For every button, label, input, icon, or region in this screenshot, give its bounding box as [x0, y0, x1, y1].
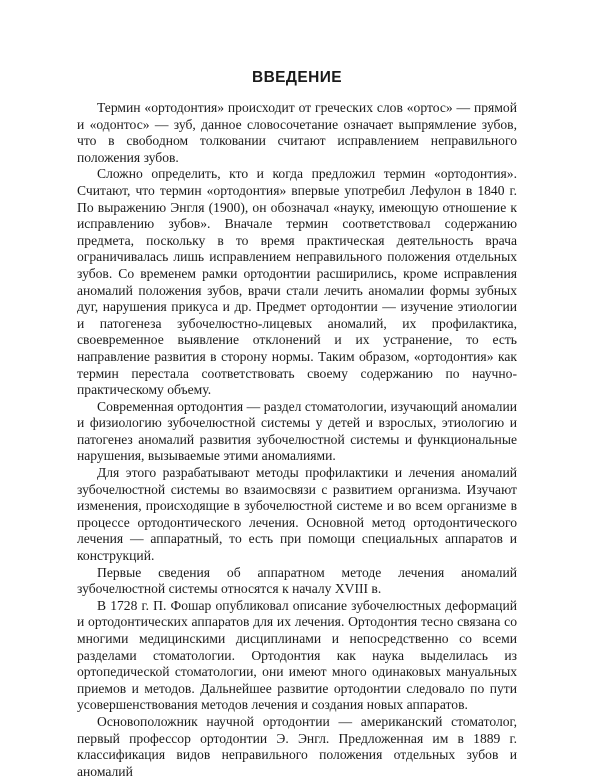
- paragraph-5: Первые сведения об аппаратном методе лечения аномалий зубочелюстной системы относятся к началу XVIII в.: [77, 564, 517, 597]
- page-title: ВВЕДЕНИЕ: [252, 69, 342, 86]
- paragraph-7: Основоположник научной ортодонтии — американский стоматолог, первый профессор ортодонтии Э. Энгл. Предложенная им в 1889 г. классификация видов неправильного положения отдельных зубов и аномалий: [77, 713, 517, 779]
- paragraph-4: Для этого разрабатывают методы профилактики и лечения аномалий зубочелюстной системы во взаимосвязи с развитием организма. Изучают изменения, происходящие в зубочелюстной системе и во всем организме в процессе ортодонтического лечения. Основной метод ортодонтического лечения — аппаратный, то есть при помощи специальных аппаратов и конструкций.: [77, 465, 517, 564]
- paragraph-1: Термин «ортодонтия» происходит от греческих слов «ортос» — прямой и «одонтос» — зуб, данное словосочетание означает выпрямление зубов, что в свободном толковании считают исправлением неправильного положения зубов.: [77, 100, 517, 165]
- paragraph-6: В 1728 г. П. Фошар опубликовал описание зубочелюстных деформаций и ортодонтических аппаратов для их лечения. Ортодонтия тесно связана со многими медицинскими дисциплинами и непосредственно со всеми разделами стоматологии. Ортодонтия как наука выделилась из ортопедической стоматологии, они имеют много одинаковых мануальных приемов и методов. Дальнейшее развитие ортодонтии следовало по пути усовершенствования методов лечения и создания новых аппаратов.: [77, 597, 517, 713]
- page-content: [77, 68, 517, 780]
- paragraph-2: Сложно определить, кто и когда предложил термин «ортодонтия». Считают, что термин «ортодонтия» впервые употребил Лефулон в 1840 г. По выражению Энгля (1900), он обозначал «науку, имеющую отношение к исправлению зубов». Вначале термин соответствовал содержанию предмета, поскольку в то время практическая деятельность врача ограничивалась лишь исправлением неправильного положения отдельных зубов. Со временем рамки ортодонтии расширились, кроме исправления аномалий положения зубов, врачи стали лечить аномалии формы зубных дуг, нарушения прикуса и др. Предмет ортодонтии — изучение этиологии и патогенеза зубочелюстно-лицевых аномалий, их профилактика, своевременное выявление отклонений и их устранение, то есть направление развития в сторону нормы. Таким образом, «ортодонтия» как термин перестала соответствовать своему содержанию по научно-практическому объему.: [77, 166, 517, 398]
- paragraph-3: Современная ортодонтия — раздел стоматологии, изучающий аномалии и физиологию зубочелюстной системы у детей и взрослых, этиологию и патогенез аномалий развития зубочелюстной системы и функциональные нарушения, вызываемые этими аномалиями.: [77, 398, 517, 464]
